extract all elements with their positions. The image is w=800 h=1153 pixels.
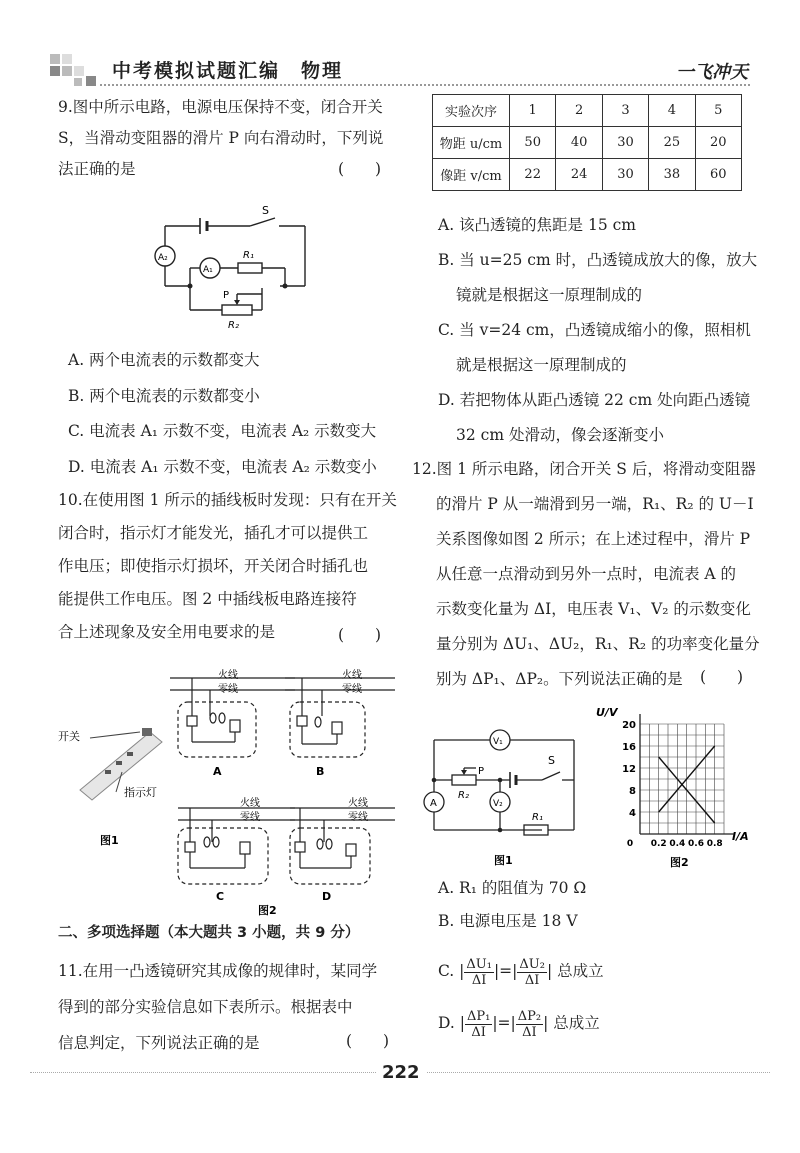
svg-text:火线: 火线 — [218, 670, 238, 681]
q12-options — [438, 872, 586, 938]
q10-switch-label: 开关 — [58, 730, 80, 743]
table-row: 物距 u/cm 50 40 30 25 20 — [433, 127, 742, 159]
q9-switch-label: S — [262, 204, 269, 217]
q9-a2-label: A₂ — [158, 253, 168, 263]
q9-options — [68, 343, 377, 485]
q9-r1-label: R₁ — [243, 250, 254, 261]
q12-option-c: C. | $\frac{\text{ΔU₁}}{\Delta I}$ |=| $\frac{\text{ΔU₂}}{\Delta I}$ | 总成立 — [438, 956, 604, 988]
q12-answer-blank: ( ) — [700, 668, 744, 686]
chart-x-tick-label: 0.2 — [650, 839, 667, 849]
chart-y-tick-label: 4 — [629, 808, 636, 819]
q12-ui-chart — [596, 700, 756, 872]
q10-label-c: C — [216, 890, 225, 903]
q10-label-b: B — [316, 765, 325, 778]
svg-text:V₂: V₂ — [493, 799, 503, 809]
q12-option-b: B. 电源电压是 18 V — [438, 912, 578, 930]
q12-option-d: D. | $\frac{\text{ΔP₁}}{\Delta I}$ |=| $\frac{\text{ΔP₂}}{\Delta I}$ | 总成立 — [438, 1008, 600, 1040]
svg-text:零线: 零线 — [218, 684, 238, 695]
chart-x-tick-label: 0.4 — [669, 839, 686, 849]
q10-answer-blank: ( ) — [338, 626, 382, 644]
svg-text:图1: 图1 — [494, 854, 513, 867]
q10-panel-d — [290, 808, 395, 884]
chart-y-axis-label: U/V — [596, 706, 618, 719]
q9-p-label: P — [223, 290, 230, 301]
chart-x-tick-label: 0.8 — [706, 839, 723, 849]
q12-stem: 12.图 1 所示电路，闭合开关 S 后，将滑动变阻器 的滑片 P 从一端滑到另一端，R₁、R₂ 的 U－I 关系图像如图 2 所示；在上述过程中，滑片 P 从任意一点滑动到另外一点时，电流表 A 的 示数变化量为 ΔI，电压表 V₁、V₂ 的示数变化 量分别为 ΔU₁、ΔU₂，R₁、R₂ 的功率变化量分 别为 ΔP₁、ΔP₂。下列说法正确的是 — [412, 460, 760, 688]
q9-option-a: A. 两个电流表的示数都变大 — [68, 351, 260, 369]
chart-x-tick-label: 0 — [626, 839, 634, 849]
q9-circuit-diagram — [150, 200, 320, 340]
q11-option-c: C. 当 v=24 cm，凸透镜成缩小的像，照相机 — [438, 321, 751, 339]
chart-title: 图2 — [670, 856, 689, 869]
section2-heading: 二、多项选择题（本大题共 3 小题，共 9 分） — [58, 925, 360, 941]
svg-text:A: A — [430, 798, 437, 809]
svg-text:火线: 火线 — [348, 798, 368, 809]
q12-option-a: A. R₁ 的阻值为 70 Ω — [438, 879, 587, 897]
q11-option-b: B. 当 u=25 cm 时，凸透镜成放大的像，放大 — [438, 251, 758, 269]
q10-fig2-label: 图2 — [258, 904, 277, 917]
q9-answer-blank: ( ) — [338, 160, 382, 178]
svg-text:零线: 零线 — [348, 812, 368, 823]
chart-x-tick-label: 0.6 — [688, 839, 704, 849]
chart-x-axis-label: I/A — [732, 830, 749, 843]
svg-text:R₁: R₁ — [532, 812, 543, 823]
q11-option-a: A. 该凸透镜的焦距是 15 cm — [438, 216, 637, 234]
svg-text:零线: 零线 — [240, 812, 260, 823]
q11-options: A. 该凸透镜的焦距是 15 cm B. 当 u=25 cm 时，凸透镜成放大的像，放大 镜就是根据这一原理制成的 C. 当 v=24 cm，凸透镜成缩小的像，照相机 就是根据这一原理制成的 D. 若把物体从距凸透镜 22 cm 处向距凸透镜 32 cm 处滑动，像会逐渐变小 — [438, 208, 757, 453]
svg-text:火线: 火线 — [240, 798, 260, 809]
svg-text:火线: 火线 — [342, 670, 362, 681]
q10-label-d: D — [322, 890, 332, 903]
svg-text:S: S — [548, 754, 555, 767]
svg-text:V₁: V₁ — [493, 737, 503, 747]
q9-stem: 9.图中所示电路，电源电压保持不变，闭合开关 S，当滑动变阻器的滑片 P 向右滑动时，下列说 法正确的是 — [58, 98, 384, 178]
svg-text:P: P — [478, 766, 485, 777]
chart-y-tick-label: 20 — [622, 720, 636, 731]
q10-fig1-label: 图1 — [100, 834, 119, 847]
svg-text:零线: 零线 — [342, 684, 362, 695]
q9-option-d: D. 电流表 A₁ 示数不变，电流表 A₂ 示数变小 — [68, 457, 377, 476]
page-number: 222 — [376, 1062, 426, 1083]
chart-y-tick-label: 12 — [622, 764, 636, 775]
q9-r2-label: R₂ — [228, 320, 239, 331]
q11-stem: 11.在用一凸透镜研究其成像的规律时，某同学 得到的部分实验信息如下表所示。根据表中 信息判定，下列说法正确的是 — [58, 962, 378, 1052]
svg-text:R₂: R₂ — [458, 790, 469, 801]
q10-figures — [50, 660, 400, 920]
q10-indicator-label: 指示灯 — [124, 786, 157, 799]
q9-a1-label: A₁ — [203, 265, 213, 275]
q10-panel-c — [178, 808, 295, 884]
q11-answer-blank: ( ) — [346, 1032, 390, 1050]
q10-stem: 10.在使用图 1 所示的插线板时发现：只有在开关 闭合时，指示灯才能发光，插孔才可以提供工 作电压；即使指示灯损坏，开关闭合时插孔也 能提供工作电压。图 2 中插线板电路连接符 合上述现象及安全用电要求的是 — [58, 491, 397, 641]
table-row: 像距 v/cm 22 24 30 38 60 — [433, 159, 742, 191]
q10-panel-b — [285, 678, 395, 757]
chart-y-tick-label: 16 — [622, 742, 636, 753]
header-title: 中考模拟试题汇编 物理 — [112, 60, 344, 82]
q10-label-a: A — [213, 765, 222, 778]
q9-option-b: B. 两个电流表的示数都变小 — [68, 386, 260, 405]
q12-circuit-diagram — [412, 722, 587, 872]
header-rule — [100, 84, 750, 86]
q11-option-d: D. 若把物体从距凸透镜 22 cm 处向距凸透镜 — [438, 391, 751, 409]
table-row: 实验次序 1 2 3 4 5 — [433, 95, 742, 127]
header-brand: 一飞冲天 — [676, 62, 748, 83]
q9-option-c: C. 电流表 A₁ 示数不变，电流表 A₂ 示数变大 — [68, 422, 377, 440]
q11-data-table — [432, 94, 742, 191]
chart-y-tick-label: 8 — [629, 786, 636, 797]
header-decoration — [48, 52, 100, 86]
